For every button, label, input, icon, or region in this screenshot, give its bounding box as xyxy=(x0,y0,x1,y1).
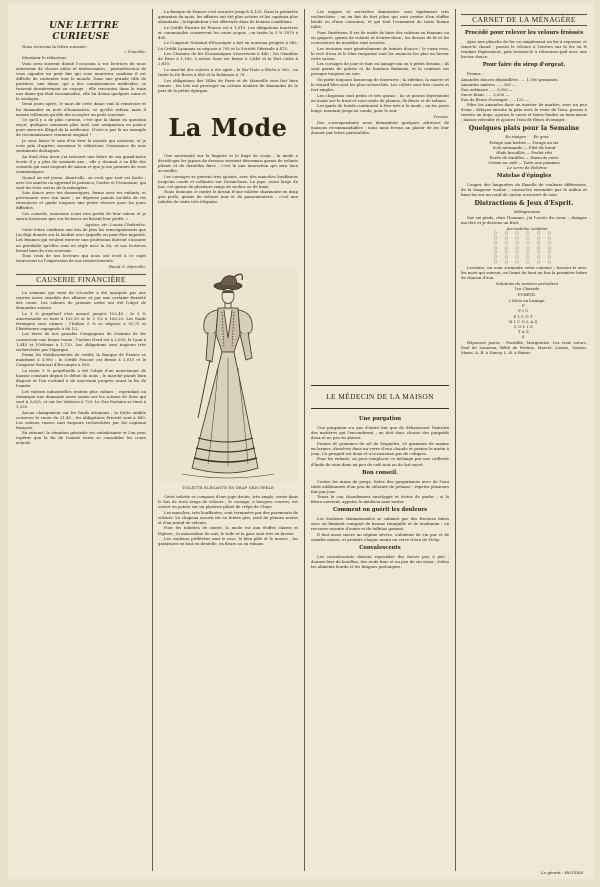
paragraph: Des correspondants nous demandent quelques adresses de maisons recommandables ; nous nous ferons un plaisir de les leur donner par lettre particulière. xyxy=(311,119,449,135)
paragraph: Ce qu'il y a de plus curieux, c'est que la dame en question reçut, quelques semaines plus tard, une assignation en justice pour exercice illégal de la médecine. N'est-ce pas là un exemple de reconnaissance vraiment original ? xyxy=(16,117,146,138)
subheading: Quelques plats pour la Semaine xyxy=(468,125,580,133)
paragraph: Cette lettre confirme une fois de plus les renseignements que j'ai déjà donnés sur la facilité avec laquelle on peut être inquiété. Les femmes qui veulent exercer une profession doivent s'assurer au préalable qu'elles sont en règle avec la loi, et nos lectrices feront bien de s'en souvenir. xyxy=(16,227,146,253)
list-item: Eau de fleurs d'oranger ..... 125 — xyxy=(461,97,529,103)
column-2-top xyxy=(158,9,298,267)
subheading: Convalescents xyxy=(359,545,401,552)
paragraph: Le 3 % perpétuel s'est avancé jusqu'à 102,45 ; le 3 % amortissable se tient à 102,10 et le 3 1/2 à 106,25. Les fonds étrangers sont calmes ; l'Italien 5 % se négocie à 92,75 et l'Extérieure espagnole à 66 1/2. xyxy=(16,310,146,331)
menu-label: En gras xyxy=(533,134,549,140)
column-rule xyxy=(455,9,456,871)
subheading: 1re Charade xyxy=(514,286,540,292)
gerant-signature: Le gérant : HOUDIN. xyxy=(540,870,584,875)
subheading: Pour faire du sirop d'orgeat. xyxy=(482,62,566,69)
paragraph: Les convalescents doivent reprendre des forces peu à peu ; donnez-leur du bouillon, des œufs frais et un peu de vin vieux ; évitez les aliments lourds et les fatigues prolongées. xyxy=(311,554,449,570)
list-item: Eau ordinaire ..... 3,000 — xyxy=(461,86,513,92)
paragraph: En résumé, la situation générale est satisfaisante et l'on peut espérer que la fin de l'année verra se consolider les cours actuels. xyxy=(16,430,146,446)
paragraph: Sois douce avec tes domestiques, ferme avec tes enfants, et prévenante avec ton mari ; ne dépense jamais au-delà de tes ressources et garde toujours une petite réserve pour les jours difficiles. xyxy=(16,190,146,211)
paragraph: Les obligations des Villes de Paris et de Marseille sont fort bien tenues ; les lots ont provoqué un certain nombre de demandes de la part de la petite épargne. xyxy=(158,77,298,93)
column-3-top xyxy=(311,9,449,379)
paragraph: Lecteurs, un nom surmonte cette colonne ; trouvez-le avec les mots qui suivent, en lisant de haut en bas la première lettre de chacun d'eux. xyxy=(461,264,587,280)
paragraph: Je vous laisse le soin d'en tirer la morale qui convient, et je vous prie d'agréer, monsieur le rédacteur, l'assurance de mes sentiments distingués. xyxy=(16,138,146,154)
paragraph: Tenez le cou chaudement enveloppé et évitez de parler ; si la fièvre survient, appelez le médecin sans tarder. xyxy=(311,494,449,505)
paragraph: « Trouville. xyxy=(123,49,146,55)
section-title-medecin: LE MÉDECIN DE LA MAISON xyxy=(311,385,449,409)
subheading: Solutions du numéro précédent xyxy=(495,280,559,286)
subheading: Distractions & Jeux d'Esprit. xyxy=(474,200,574,208)
paragraph: Deux jours après, le mari de cette dame vint la remercier et lui demander sa note d'honoraires, ce qu'elle refusa, mais il insista tellement qu'elle dut accepter un petit souvenir. xyxy=(16,101,146,117)
losange-row: COLIS xyxy=(513,323,535,329)
paragraph: Une purgation n'a pas d'autre but que de débarrasser l'intestin des matières qui l'encombrent ; on doit donc choisir des purgatifs doux et ne pas en abuser. xyxy=(311,425,449,441)
losange-row: PIC xyxy=(518,308,530,314)
paragraph: Les valeurs industrielles restent plus calmes ; cependant on remarque une demande assez suivie sur les actions de Suez qui sont à 3,625, et sur les Voitures à 720. Le Gaz Parisien se tient à 1,330. xyxy=(16,388,146,409)
paragraph: La rente 3 % perpétuelle a été l'objet d'un mouvement de hausse constant depuis le début du mois ; le marché paraît bien disposé et l'on s'attend à de nouveaux progrès avant la fin de l'année. xyxy=(16,368,146,389)
paragraph: Les chapeaux sont petits et très garnis ; ils se posent légèrement en avant sur le front et sont ornés de plumes, de fleurs et de rubans. xyxy=(311,92,449,103)
column-4 xyxy=(461,9,587,869)
losange-row: TAS xyxy=(517,329,531,335)
list-item: Sole normande — Filet de bœuf xyxy=(492,144,556,150)
paragraph: Ces conseils, monsieur, n'ont rien perdu de leur valeur et je serais heureuse que vos lectrices en fissent leur profit. » xyxy=(16,211,146,222)
paragraph: Les Chemins de fer Économiques s'inscrivent à 440 ; les Omnibus de Paris à 1,180. L'action Suez est ferme à 3,640 et la Part civile à 2,810. xyxy=(158,51,298,67)
puzzle-row: ○ ○ ○ ○ ○ ○ xyxy=(493,249,555,255)
paragraph: Vous avez souvent donné l'occasion à vos lectrices de nous entretenir de choses utiles et intéressantes ; permettez-moi de vous signaler un petit fait qui vous montrera combien il est difficile de contenter tout le monde. Dans une grande ville de province, une dame, qui a des connaissances médicales, se trouvait dernièrement en voyage ; elle rencontra dans le train une dame qui était incommodée, elle lui donna quelques soins et la soulagea. xyxy=(16,60,146,101)
subheading: Matelas d'épingles xyxy=(496,173,552,180)
menu-labels xyxy=(461,134,587,139)
section-title-causerie: CAUSERIE FINANCIÈRE xyxy=(16,274,146,286)
paragraph: Le Crédit Foncier de France est à 1,015. Les obligations foncières et communales conservent les cours acquis ; on traite la 3 % 1879 à 495. xyxy=(158,24,298,40)
column-rule xyxy=(152,9,153,871)
paragraph: Les corsages se portent très ajustés, avec des manches bouffantes jusqu'au coude et collantes sur l'avant-bras. La jupe, assez large du bas, est garnie de plusieurs rangs de ruches ou de biais. xyxy=(158,173,298,189)
paragraph: Sur six pieds, chez l'homme, j'ai l'accès du cœur ; changez ma tête et je deviens un fruit. xyxy=(461,214,587,225)
paragraph: Il faut aussi suivre un régime sévère, s'abstenir de vin pur et de viandes noires, et prendre chaque matin un verre d'eau de Vichy. xyxy=(311,532,449,543)
list-item: Purée de lentilles — Haricots verts xyxy=(489,155,559,161)
puzzle-row: ○ ○ ○ ○ ○ ○ xyxy=(493,244,555,250)
paragraph: Prenez 60 grammes de sel de Seignette, 20 grammes de manne en larmes, dissolvez dans un verre d'eau chaude et prenez le matin à jeun. Ce purgatif est doux et n'occasionne pas de coliques. xyxy=(311,440,449,456)
paragraph: Les douleurs rhumatismales se calment par des frictions faites avec un liniment composé de baume tranquille et de laudanum ; on recouvre ensuite d'ouate et de taffetas gommé. xyxy=(311,516,449,532)
paragraph: On porte toujours beaucoup de fourrures ; la zibeline, la martre et le renard bleu sont les plus recherchés. Les collets sont très courts et fort amples. xyxy=(311,76,449,93)
list-item: Potage aux herbes — Potage au riz xyxy=(489,139,559,145)
paragraph: Pilez les amandes dans un mortier de marbre, avec un peu d'eau ; délayez ensuite la pâte avec le reste de l'eau, passez à travers un linge, ajoutez le sucre et faites fondre au bain-marie ; laissez refroidir et ajoutez l'eau de fleurs d'oranger. xyxy=(461,102,587,123)
paragraph: Contre les maux de gorge, faites des gargarismes avec de l'eau tiède additionnée d'un peu de chlorate de potasse ; répétez plusieurs fois par jour. xyxy=(311,478,449,494)
paragraph: Nous recevons la lettre suivante : xyxy=(22,43,89,49)
puzzle-row: ○ ○ ○ ○ ○ ○ xyxy=(493,254,555,260)
paragraph: Pour les enfants, on peut remplacer ce mélange par une cuillerée d'huile de ricin dans un peu de café noir ou de lait sucré. xyxy=(311,456,449,467)
paragraph: Cette toilette se compose d'une jupe droite, très ample, ornée dans le bas de trois rangs de velours ; le corsage, à basques courtes, est ouvert en pointe sur un plastron plissé de crêpe de Chine. xyxy=(158,494,298,510)
paragraph: Réponses justes : Pacotille, Marguerite, Les trois sœurs, Paul de Lanneau, Bébé de Pertuis, Marcel, Louise, Gaston, Marie, A. R. à Nancy, L. B. à Reims. xyxy=(461,339,587,355)
subheading: 2 Mots en losange. xyxy=(508,297,546,303)
paragraph: Pour les toilettes de soirée, la mode est aux étoffes claires et légères ; la mousseline de soie, le tulle et la gaze sont très en faveur. xyxy=(158,525,298,536)
subheading: Le verre de Bohême xyxy=(507,165,547,171)
losange-row: P xyxy=(521,303,527,309)
column-2-bottom xyxy=(158,494,298,869)
la-mode-title: La Mode xyxy=(168,112,288,142)
paragraph: Tous ceux de nos lecteurs qui nous ont écrit à ce sujet trouveront ici l'expression de nos remerciements. xyxy=(16,253,146,264)
paragraph: Aucun changement sur les fonds ottomans ; la Dette unifiée conserve le cours de 21,40 ; les obligations Priorité sont à 480. Les valeurs russes sont toujours recherchées par les capitaux français. xyxy=(16,409,146,430)
paragraph: Quand on est jeune, disait-elle, on croit que tout est facile ; avec les années on apprend la patience, l'ordre et l'économie, qui sont les trois vertus de la ménagère. xyxy=(16,174,146,190)
paragraph: Prenez : xyxy=(467,71,484,77)
paragraph: Les titres de nos grandes Compagnies de chemins de fer conservent une bonne tenue ; l'action Nord est à 2,020, le Lyon à 1,545 et l'Orléans à 1,720. Les obligations sont toujours très recherchées par l'épargne. xyxy=(16,331,146,352)
menu-label: En maigre xyxy=(505,134,526,140)
paragraph: Coupez des languettes de flanelle de couleurs différentes, de la longueur voulue ; cousez-les ensemble par le milieu et fixez-les sur un rond de carton recouvert de soie. xyxy=(461,182,587,198)
puzzle-grid xyxy=(461,231,587,265)
paragraph: Les couleurs préférées sont le rose, le bleu pâle et le mauve ; les garnitures se font en dentelle, en fleurs ou en rubans. xyxy=(158,536,298,547)
paragraph: Le marché des cuivres a été agité ; le Rio-Tinto a fléchi à 560 ; on traite la De Beers à 680 et la Robinson à 78. xyxy=(158,66,298,77)
subheading: Procédé pour relever les velours froissés xyxy=(464,30,584,36)
paragraph: Parmi les établissements de crédit, la Banque de France se maintient à 3,900 ; le Crédit Foncier est ferme à 1,015 et le Comptoir National d'Escompte à 580. xyxy=(16,352,146,368)
list-item: Crème au café — Tarte aux pommes xyxy=(488,160,560,166)
paragraph: Au fond d'un tiroir j'ai retrouvé une lettre de ma grand-mère écrite il y a plus de soixante ans ; elle y donnait à sa fille des conseils qui sont toujours de saison et que je me permets de vous communiquer. xyxy=(16,153,146,174)
subheading: Une purgation xyxy=(358,416,402,422)
paragraph: Pour l'intérieur, il est de mode de faire des rideaux en étamine ou en guipure, garnis de volants et d'entre-deux ; les dessus de lit et les couvertures de meubles sont assortis. xyxy=(311,29,449,45)
salutation: Monsieur le rédacteur, xyxy=(22,54,67,60)
menu-list xyxy=(461,140,587,165)
column-rule xyxy=(304,9,305,871)
paragraph: Les gants de Suède continuent à être très à la mode ; on les porte longs, montant jusqu'au coude, pour le soir. xyxy=(311,103,449,114)
subheading: Métagramme xyxy=(513,209,541,215)
column-3-bottom xyxy=(311,413,449,869)
losange-grid xyxy=(461,303,587,339)
woman-dress-icon xyxy=(158,268,298,483)
column-1 xyxy=(16,21,146,871)
newspaper-page xyxy=(8,3,594,879)
signature: Agréez, etc. Louise Chalandre. xyxy=(85,221,146,227)
puzzle-row: ○ ○ ○ ○ ○ ○ xyxy=(493,259,555,265)
paragraph: Les manches, très bouffantes, sont terminées par des parements de velours. Le chapeau assorti est en feutre gris, orné de plumes noires et d'un nœud de velours. xyxy=(158,509,298,525)
subheading: Comment on guérit les douleurs xyxy=(332,507,428,514)
puzzle-row: ○ ○ ○ ○ ○ ○ xyxy=(493,235,555,241)
subheading: Accrostiche combiné xyxy=(506,225,548,231)
fashion-illustration xyxy=(158,268,298,483)
ingredient-list xyxy=(461,77,587,102)
puzzle-row: ○ ○ ○ ○ ○ ○ xyxy=(493,239,555,245)
paragraph: Les tentures sont généralement de teintes douces ; le vieux rose, le vert d'eau et le bleu turquoise sont les nuances les plus en faveur cette saison. xyxy=(311,45,449,61)
illustration-caption: TOILETTE ÉLÉGANTE EN DRAP GRIS PERLE xyxy=(181,486,275,490)
losange-row: NICOLAS xyxy=(509,318,539,324)
paragraph: Nous donnons ci-contre le dessin d'une toilette charmante en drap gris perle, garnie de velours noir et de passementerie ; c'est une toilette de visite très élégante. xyxy=(158,189,298,205)
article-title-lettre: UNE LETTRE CURIEUSE xyxy=(49,21,119,42)
losange-row: PICOT xyxy=(513,313,535,319)
paragraph: Une nouveauté sur la lingerie et le linge de corps : la mode a décidé que les jupons de dessous seraient désormais garnis de volants plissés et de dentelles fines ; c'est là une innovation qui sera bien accueillie. xyxy=(158,152,298,173)
paragraph: Les nappes et serviettes damassées sont également très recherchées ; on en fait de fort jolies qui sont ornées d'un chiffre brodé ou d'une couronne, et qui font l'ornement de toute bonne table. xyxy=(311,9,449,30)
paragraph: Les corsages de jour se font en lainage uni ou à petits dessins ; ils sont garnis de galons et de boutons fantaisie, et la ceinture est presque toujours en soie. xyxy=(311,61,449,77)
list-item: Amandes douces dépouillées ..... 1,000 grammes. xyxy=(461,76,559,82)
section-title-carnet: CARNET DE LA MÉNAGÈRE xyxy=(461,14,587,26)
list-item: Œufs brouillés — Poulet rôti xyxy=(496,149,552,155)
signature: Raoul G. Marcelin. xyxy=(109,263,146,269)
paragraph: Ayez une planche de fer ou simplement un fer à repasser, et tenez-le chaud ; passez le velours à l'envers sur le fer en le tendant légèrement, puis brossez-le à rebrousse-poil avec une brosse douce. xyxy=(461,39,587,60)
answer: PURETÉ. xyxy=(517,291,537,297)
paragraph: La Banque de France s'est avancée jusqu'à 4,125. Dans la première quinzaine du mois, les affaires ont été plus actives et les capitaux plus abondants ; la liquidation s'est effectuée dans de bonnes conditions. xyxy=(158,9,298,25)
paragraph: La semaine qui vient de s'écouler a été marquée par une reprise assez sensible des affaires et par une certaine fermeté des cours. Les valeurs de premier ordre ont été l'objet de demandes suivies. xyxy=(16,289,146,311)
puzzle-row: ○ ○ ○ ○ ○ ○ xyxy=(493,230,555,236)
losange-row: S xyxy=(521,334,527,340)
paragraph: Le Comptoir National d'Escompte a fait un nouveau progrès à 582. Le Crédit Lyonnais se négocie à 795 et la Société Générale à 475. xyxy=(158,40,298,51)
list-item: Amandes amères ..... 300 — xyxy=(461,81,517,87)
signature: Yvonne. xyxy=(433,114,449,120)
list-item: Sucre blanc ..... 3,000 — xyxy=(461,91,510,97)
subheading: Bon conseil. xyxy=(362,469,398,476)
